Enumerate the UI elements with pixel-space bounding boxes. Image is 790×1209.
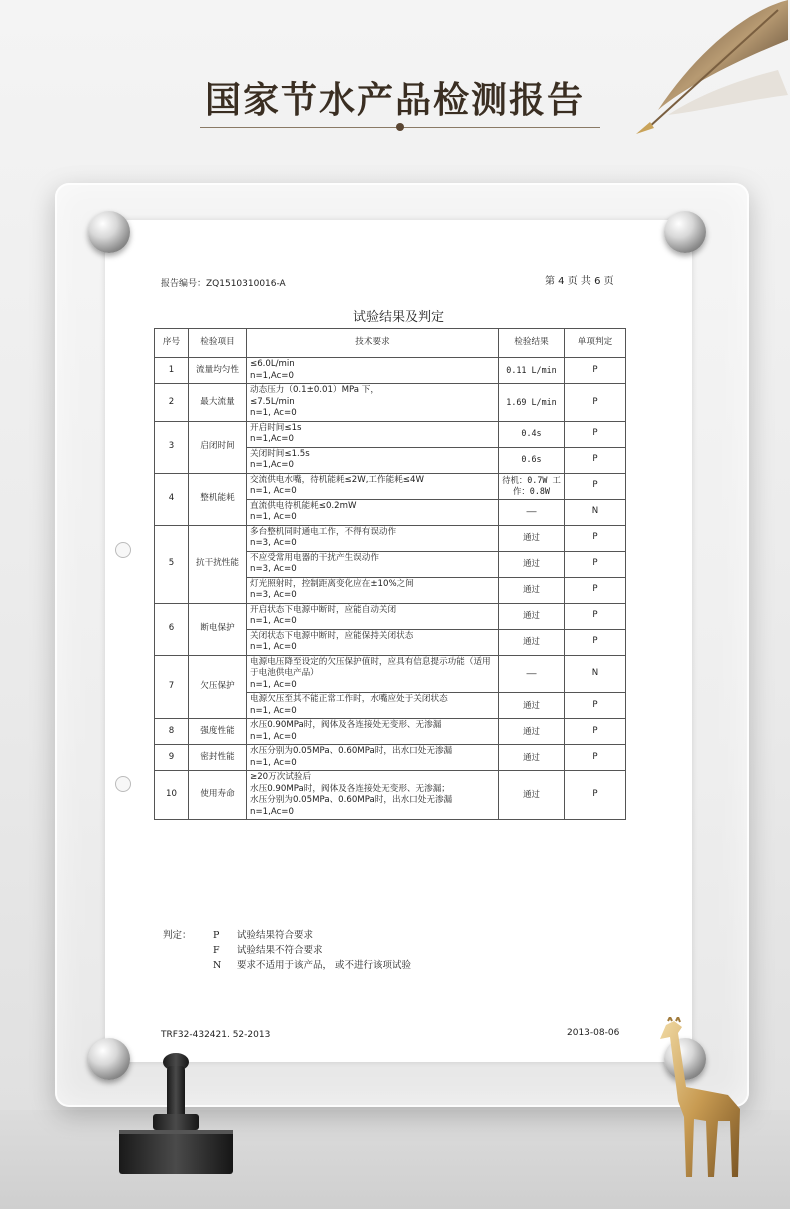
result-cell: 通过: [499, 551, 565, 577]
requirement-line: n=1, Ac=0: [250, 642, 297, 652]
requirement-line: n=1, Ac=0: [250, 731, 297, 742]
issue-date: 2013-08-06: [567, 1028, 620, 1038]
result-cell: 通过: [499, 771, 565, 820]
result-cell: 通过: [499, 603, 565, 629]
verdict-cell: P: [565, 421, 626, 447]
requirement-cell: [247, 771, 499, 820]
judgement-row: [163, 928, 411, 943]
requirement-line: 关闭状态下电源中断时，应能保持关闭状态: [250, 630, 414, 641]
column-header-requirement: 技术要求: [247, 329, 499, 358]
requirement-cell: [247, 525, 499, 551]
result-cell: 0.11 L/min: [499, 358, 565, 384]
verdict-cell: P: [565, 447, 626, 473]
requirement-line: n=1,Ac=0: [250, 806, 294, 817]
judgement-code: F: [213, 945, 220, 956]
row-number: 10: [155, 771, 189, 820]
requirement-cell: [247, 447, 499, 473]
requirement-line: n=1,Ac=0: [250, 370, 294, 381]
requirement-line: n=1,Ac=0: [250, 460, 294, 470]
requirement-line: 电源电压降至设定的欠压保护值时，应具有信息提示功能（适用于电池供电产品）: [250, 656, 491, 678]
table-row: [155, 719, 626, 745]
result-cell: 通过: [499, 629, 565, 655]
table-row: [155, 771, 626, 820]
requirement-line: ≤7.5L/min: [250, 396, 295, 407]
test-item: 强度性能: [189, 719, 247, 745]
result-cell: ——: [499, 499, 565, 525]
table-row: [155, 421, 626, 447]
report-number: 报告编号：ZQ1510310016-A: [161, 279, 286, 289]
result-cell: 待机：0.7W 工作：0.8W: [499, 473, 565, 499]
result-cell: 0.6s: [499, 447, 565, 473]
table-row: [155, 603, 626, 629]
test-item: 断电保护: [189, 603, 247, 655]
requirement-line: 直流供电待机能耗≤0.2mW: [250, 500, 357, 511]
requirement-cell: [247, 499, 499, 525]
requirement-line: 水压0.90MPa时，阀体及各连接处无变形、无渗漏；: [250, 783, 450, 794]
column-header-no: 序号: [155, 329, 189, 358]
requirement-cell: [247, 421, 499, 447]
requirement-line: n=1,Ac=0: [250, 434, 294, 444]
requirement-line: n=3, Ac=0: [250, 538, 297, 548]
result-cell: 通过: [499, 719, 565, 745]
row-number: 1: [155, 358, 189, 384]
result-cell: 1.69 L/min: [499, 384, 565, 422]
verdict-cell: P: [565, 771, 626, 820]
test-item: 抗干扰性能: [189, 525, 247, 603]
punch-hole: [115, 776, 131, 792]
judgement-legend: [163, 928, 411, 973]
row-number: 4: [155, 473, 189, 525]
test-item: 启闭时间: [189, 421, 247, 473]
requirement-cell: [247, 603, 499, 629]
requirement-line: n=1, Ac=0: [250, 512, 297, 522]
result-cell: 通过: [499, 525, 565, 551]
verdict-cell: P: [565, 577, 626, 603]
giraffe-figurine-icon: [648, 1017, 748, 1187]
judgement-text: 要求不适用于该产品， 或不进行该项试验: [237, 960, 412, 971]
table-row: [155, 655, 626, 693]
quill-pen-icon: [628, 0, 790, 135]
form-code: TRF32-432421. 52-2013: [161, 1030, 271, 1040]
row-number: 5: [155, 525, 189, 603]
requirement-line: 水压0.90MPa时，阀体及各连接处无变形、无渗漏: [250, 720, 442, 730]
judgement-code: P: [213, 930, 220, 941]
requirement-line: 关闭时间≤1.5s: [250, 448, 310, 459]
requirement-line: 电源欠压至其不能正常工作时，水嘴应处于关闭状态: [250, 694, 448, 704]
requirement-line: 动态压力（0.1±0.01）MPa 下，: [250, 385, 379, 395]
verdict-cell: P: [565, 719, 626, 745]
standoff-bolt-icon: [88, 211, 130, 253]
test-item: 使用寿命: [189, 771, 247, 820]
requirement-cell: [247, 577, 499, 603]
heading-divider-dot: [396, 123, 404, 131]
verdict-cell: P: [565, 358, 626, 384]
row-number: 2: [155, 384, 189, 422]
result-cell: 通过: [499, 745, 565, 771]
stamp-icon: [117, 1052, 235, 1177]
punch-hole: [115, 542, 131, 558]
requirement-line: n=3, Ac=0: [250, 590, 297, 600]
table-row: [155, 745, 626, 771]
results-table: [154, 328, 626, 820]
verdict-cell: N: [565, 655, 626, 693]
judgement-text: 试验结果符合要求: [237, 930, 314, 941]
result-cell: 0.4s: [499, 421, 565, 447]
test-item: 整机能耗: [189, 473, 247, 525]
page-number: 第 4 页 共 6 页: [545, 276, 614, 287]
column-header-verdict: 单项判定: [565, 329, 626, 358]
row-number: 9: [155, 745, 189, 771]
row-number: 6: [155, 603, 189, 655]
requirement-line: 水压分别为0.05MPa、0.60MPa时，出水口处无渗漏: [250, 795, 453, 805]
requirement-cell: [247, 551, 499, 577]
requirement-cell: [247, 719, 499, 745]
column-header-item: 检验项目: [189, 329, 247, 358]
requirement-line: ≥20万次试验后: [250, 772, 312, 782]
verdict-cell: P: [565, 525, 626, 551]
table-row: [155, 473, 626, 499]
requirement-line: n=1, Ac=0: [250, 705, 297, 716]
verdict-cell: P: [565, 384, 626, 422]
requirement-line: 开启状态下电源中断时，应能自动关闭: [250, 604, 397, 615]
requirement-cell: [247, 384, 499, 422]
verdict-cell: P: [565, 745, 626, 771]
page-heading: 国家节水产品检测报告: [204, 80, 585, 121]
verdict-cell: P: [565, 551, 626, 577]
result-cell: 通过: [499, 577, 565, 603]
requirement-line: 不应受常用电器的干扰产生误动作: [250, 552, 379, 563]
verdict-cell: N: [565, 499, 626, 525]
row-number: 8: [155, 719, 189, 745]
requirement-line: n=1, Ac=0: [250, 486, 297, 496]
requirement-cell: [247, 745, 499, 771]
test-item: 流量均匀性: [189, 358, 247, 384]
requirement-line: n=3, Ac=0: [250, 564, 297, 574]
verdict-cell: P: [565, 603, 626, 629]
table-header-row: [155, 329, 626, 358]
row-number: 3: [155, 421, 189, 473]
requirement-cell: [247, 655, 499, 693]
requirement-line: 开启时间≤1s: [250, 422, 302, 433]
verdict-cell: P: [565, 693, 626, 719]
verdict-cell: P: [565, 473, 626, 499]
table-row: [155, 525, 626, 551]
test-item: 欠压保护: [189, 655, 247, 719]
judgement-code: N: [213, 960, 222, 971]
report-page: [105, 220, 692, 1062]
column-header-result: 检验结果: [499, 329, 565, 358]
judgement-text: 试验结果不符合要求: [237, 945, 323, 956]
requirement-cell: [247, 693, 499, 719]
requirement-line: ≤6.0L/min: [250, 359, 295, 369]
test-item: 最大流量: [189, 384, 247, 422]
requirement-line: 灯光照射时，控制距离变化应在±10%之间: [250, 578, 414, 589]
requirement-line: n=1, Ac=0: [250, 679, 297, 690]
verdict-cell: P: [565, 629, 626, 655]
result-cell: ——: [499, 655, 565, 693]
requirement-line: n=1, Ac=0: [250, 616, 297, 626]
requirement-line: 交流供电水嘴，待机能耗≤2W,工作能耗≤4W: [250, 474, 424, 485]
test-item: 密封性能: [189, 745, 247, 771]
document-title: 试验结果及判定: [352, 310, 444, 325]
judgement-label: 判定：: [163, 930, 192, 941]
standoff-bolt-icon: [664, 211, 706, 253]
requirement-line: n=1, Ac=0: [250, 408, 297, 418]
requirement-cell: [247, 629, 499, 655]
requirement-line: n=1, Ac=0: [250, 757, 297, 768]
result-cell: 通过: [499, 693, 565, 719]
requirement-cell: [247, 473, 499, 499]
requirement-cell: [247, 358, 499, 384]
table-row: [155, 384, 626, 422]
requirement-line: 水压分别为0.05MPa、0.60MPa时，出水口处无渗漏: [250, 746, 453, 756]
requirement-line: 多台整机同时通电工作，不得有误动作: [250, 526, 397, 537]
row-number: 7: [155, 655, 189, 719]
judgement-row: [163, 943, 411, 958]
judgement-row: [163, 958, 411, 973]
table-row: [155, 358, 626, 384]
